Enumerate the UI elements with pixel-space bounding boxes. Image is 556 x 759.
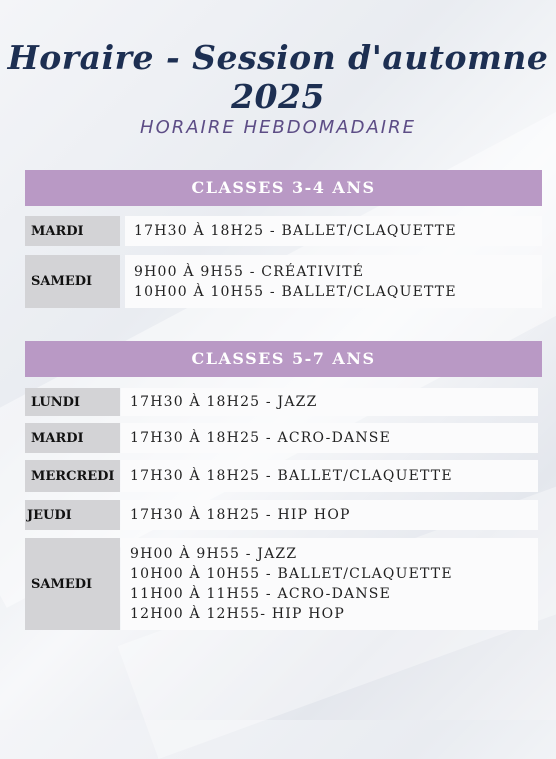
schedule-cell <box>121 500 538 530</box>
page-title: Horaire - Session d'automne 2025 <box>7 38 549 116</box>
schedule-cell <box>121 423 538 453</box>
schedule-cell <box>125 216 542 246</box>
section-heading-3-4: CLASSES 3-4 ANS <box>25 170 542 206</box>
section-heading-5-7: CLASSES 5-7 ANS <box>25 341 542 377</box>
class-slot: 12H00 À 12H55- HIP HOP <box>130 606 345 622</box>
day-label-lundi: LUNDI <box>25 388 120 416</box>
schedule-cell <box>121 388 538 416</box>
day-label-jeudi: JEUDI <box>25 500 120 530</box>
day-label-samedi: SAMEDI <box>25 538 120 630</box>
class-slot: 9H00 À 9H55 - JAZZ <box>130 546 298 562</box>
day-label-mercredi: MERCREDI <box>25 460 120 492</box>
day-label-mardi: MARDI <box>25 423 120 453</box>
schedule-cell <box>125 255 542 308</box>
schedule-cell <box>121 460 538 492</box>
schedule-cell <box>121 538 538 630</box>
class-slot: 17H30 À 18H25 - JAZZ <box>130 394 318 410</box>
class-slot: 17H30 À 18H25 - BALLET/CLAQUETTE <box>134 223 457 239</box>
day-label-mardi: MARDI <box>25 216 120 246</box>
class-slot: 10H00 À 10H55 - BALLET/CLAQUETTE <box>134 283 457 300</box>
class-slot: 17H30 À 18H25 - HIP HOP <box>130 507 351 523</box>
day-label-samedi: SAMEDI <box>25 255 120 308</box>
class-slot: 17H30 À 18H25 - ACRO-DANSE <box>130 430 391 446</box>
page-subtitle: HORAIRE HEBDOMADAIRE <box>140 117 416 138</box>
class-slot: 10H00 À 10H55 - BALLET/CLAQUETTE <box>130 566 453 582</box>
class-slot: 17H30 À 18H25 - BALLET/CLAQUETTE <box>130 468 453 484</box>
class-slot: 11H00 À 11H55 - ACRO-DANSE <box>130 586 391 602</box>
class-slot: 9H00 À 9H55 - CRÉATIVITÉ <box>134 263 365 280</box>
